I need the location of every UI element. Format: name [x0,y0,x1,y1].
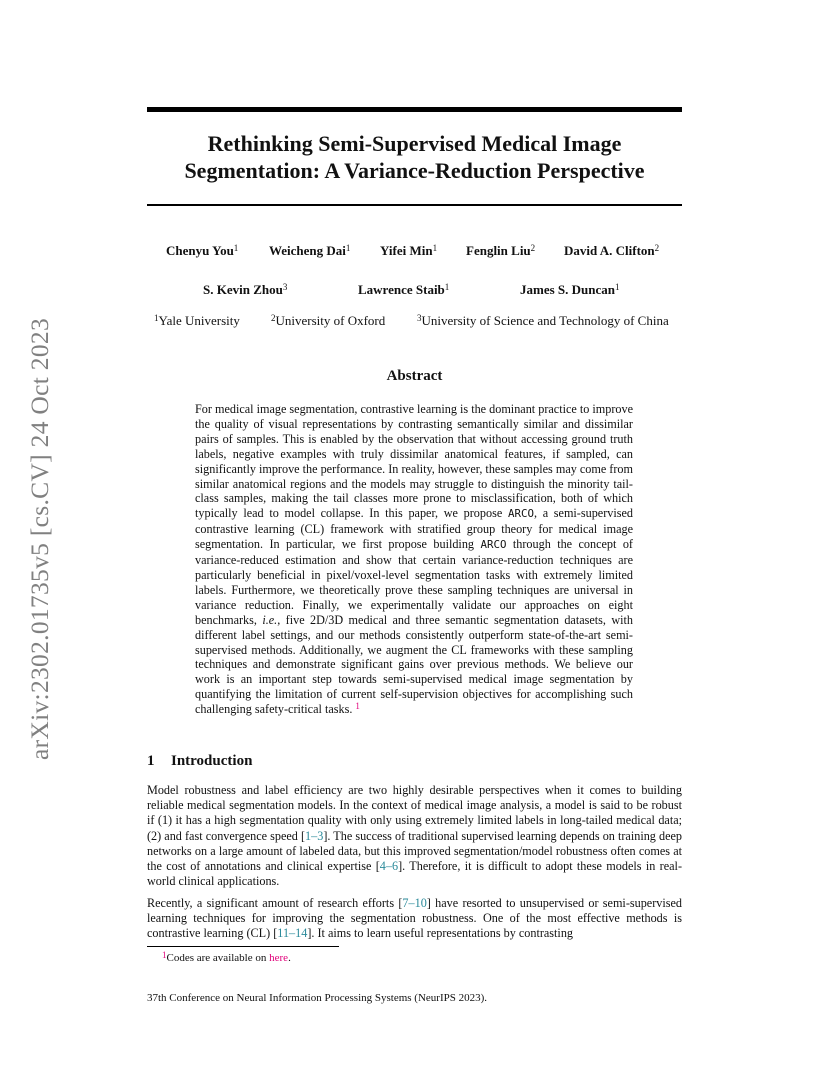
author: James S. Duncan$^1$ [520,282,620,297]
citation-link[interactable]: 3 [317,828,324,843]
author: Chenyu You$^1$ [166,243,239,258]
affiliation: $^2$University of Oxford [271,313,386,328]
citation-link[interactable]: 14 [295,926,308,941]
affiliation: $^3$University of Science and Technology of China [417,313,669,328]
citation-link[interactable]: 4 [379,859,386,874]
method-name: ARCO [480,538,507,552]
abstract-heading: Abstract [386,368,443,384]
title-line-2: Segmentation: A Variance-Reduction Perspective [184,158,645,183]
affiliation: $^1$Yale University [154,313,240,328]
code-link[interactable]: here [269,952,289,964]
footnote-link[interactable]: 1 [355,701,360,712]
author: Lawrence Staib$^1$ [358,282,450,297]
title-line-1: Rethinking Semi-Supervised Medical Image [207,131,622,156]
footnote: $^1$Codes are available on here. [162,950,291,964]
author: Yifei Min$^1$ [380,243,438,258]
author: David A. Clifton$^2$ [564,243,660,258]
citation-link[interactable]: 10 [414,896,427,910]
footnote-rule [147,946,339,947]
citation-link[interactable]: 7 [402,896,409,910]
title-top-rule [147,107,682,112]
citation-link[interactable]: 11 [277,926,290,941]
citation-link[interactable]: 1 [305,828,312,843]
method-name: ARCO [507,507,534,521]
conference-note: 37th Conference on Neural Information Processing Systems (NeurIPS 2023). [147,992,488,1004]
citation-link[interactable]: 6 [391,859,399,874]
author: Weicheng Dai$^1$ [269,243,351,258]
abstract-text: For medical image segmentation, contrastive learning is the dominant practice to improve the quality of visual representations by contrasting semantically similar and dissimilar pairs of samples. This is enabled by the observation that without accessing ground truth labels, negative examples with truly dissimilar anatomical features, if sampled, can significantly improve the performance. In reality, however, these samples may come from similar anatomical regions and the models may struggle to distinguish the minority tail-class samples, making the tail classes more prone to misclassification, both of which typically lead to model collapse. In this paper, we propose ARCO, a semi-supervised contrastive learning (CL) framework with stratified group theory for medical image segmentation. In particular, we first propose building ARCO through the concept of variance-reduced estimation and show that certain variance-reduction techniques are particularly beneficial in pixel/voxel-level segmentation tasks with extremely limited labels. Furthermore, we theoretically prove these sampling techniques are universal in variance reduction. Finally, we experimentally validate our approaches on eight benchmarks, i.e., five 2D/3D medical and three semantic segmentation datasets, with different label settings, and our methods consistently outperform state-of-the-art semi-supervised methods. Additionally, we augment the CL frameworks with these sampling techniques and demonstrate significant gains over previous methods. We believe our work is an important step towards semi-supervised medical image segmentation by quantifying the limitation of current self-supervision objectives for accomplishing such challenging safety-critical tasks. $^1$ [195,402,634,717]
author: S. Kevin Zhou$^3$ [203,282,288,297]
arxiv-stamp: arXiv:2302.01735v5 [cs.CV] 24 Oct 2023 [25,317,54,760]
paper-title [147,130,682,184]
section-number: 1 [147,753,155,769]
section-heading: Introduction [171,753,253,769]
intro-paragraph-2: Recently, a significant amount of research efforts [7–10] have resorted to unsupervised or semi-supervised learning techniques for improving the segmentation robustness. One of the most effective methods is contrastive learning (CL) [11–14]. It aims to learn useful representations by contrasting [147,896,683,941]
intro-paragraph-1: Model robustness and label efficiency are two highly desirable perspectives when it comes to building reliable medical segmentation models. In the context of medical image analysis, a model is said to be robust if (1) it has a high segmentation quality with only using extremely limited labels in long-tailed medical data; (2) and fast convergence speed [1–3]. The success of traditional supervised learning depends on training deep networks on a large amount of labeled data, but this improved segmentation/model robustness often comes at the cost of annotations and clinical expertise [4–6]. Therefore, it is difficult to adopt these models in real-world clinical applications. [147,783,683,889]
author: Fenglin Liu$^2$ [466,243,536,258]
title-bottom-rule [147,204,682,206]
